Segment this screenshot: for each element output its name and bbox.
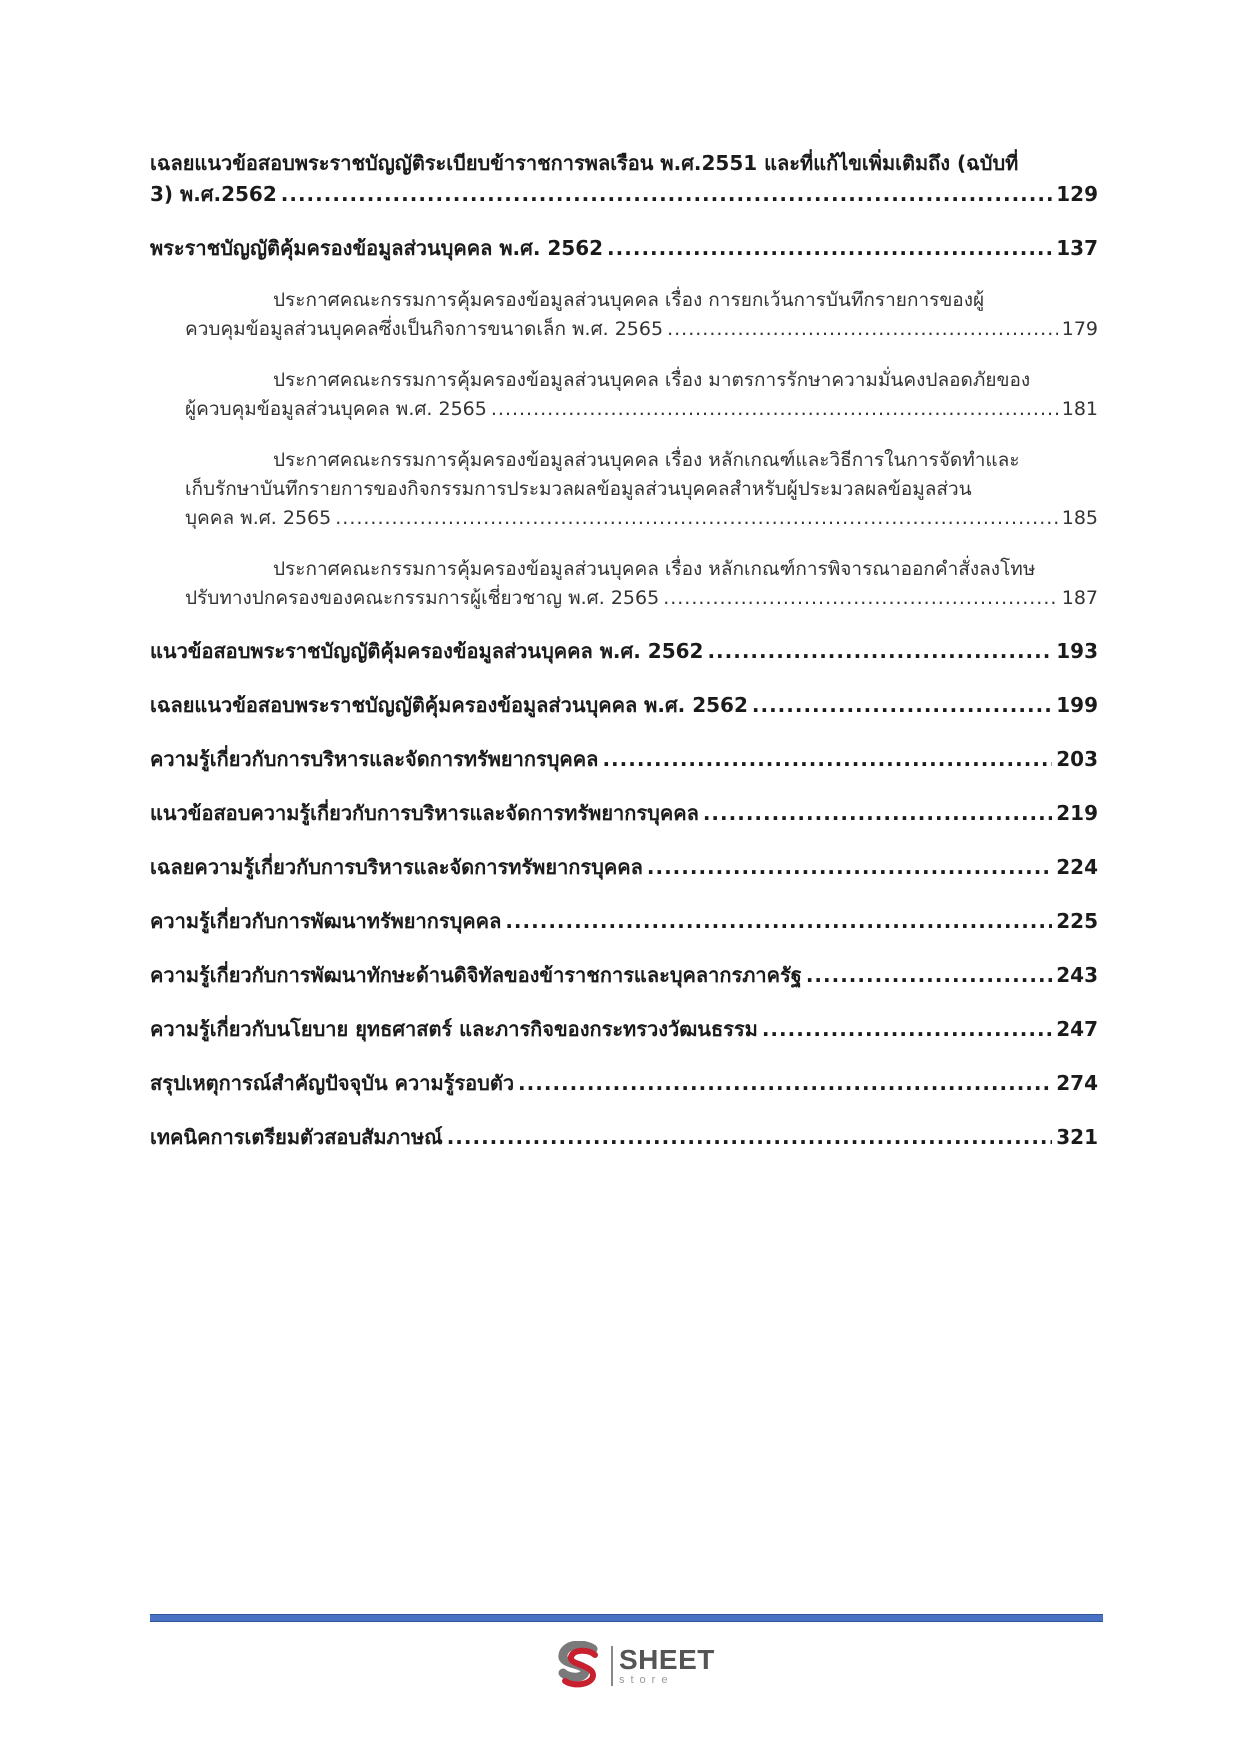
toc-entry-line: ประกาศคณะกรรมการคุ้มครองข้อมูลส่วนบุคคล เรื่อง มาตรการรักษาความมั่นคงปลอดภัยของ	[273, 369, 1031, 391]
toc-entry-line: ประกาศคณะกรรมการคุ้มครองข้อมูลส่วนบุคคล เรื่อง การยกเว้นการบันทึกรายการของผู้	[273, 289, 985, 311]
toc-entry[interactable]	[150, 636, 1098, 667]
toc-page-number: 225	[1056, 909, 1098, 933]
toc-leader-dots	[663, 584, 1058, 613]
toc-leader-dots	[667, 315, 1058, 344]
toc-entry-title: ผู้ควบคุมข้อมูลส่วนบุคคล พ.ศ. 2565	[185, 398, 487, 420]
toc-page-number: 185	[1061, 507, 1098, 529]
toc-entry-line: ประกาศคณะกรรมการคุ้มครองข้อมูลส่วนบุคคล เรื่อง หลักเกณฑ์การพิจารณาออกคำสั่งลงโทษ	[273, 558, 1036, 580]
toc-entry-title: ควบคุมข้อมูลส่วนบุคคลซึ่งเป็นกิจการขนาดเล็ก พ.ศ. 2565	[185, 318, 664, 340]
toc-entry[interactable]	[150, 233, 1098, 264]
sheet-s-logo-icon	[555, 1641, 603, 1691]
footer-rule	[150, 1614, 1103, 1622]
toc-entry[interactable]	[150, 1068, 1098, 1099]
toc-entry-title: 3) พ.ศ.2562	[150, 182, 277, 206]
toc-leader-dots	[752, 690, 1052, 721]
toc-entry[interactable]	[150, 366, 1098, 424]
toc-leader-dots	[447, 1122, 1053, 1153]
toc-page-number: 129	[1056, 182, 1098, 206]
toc-entry-title: ความรู้เกี่ยวกับการพัฒนาทักษะด้านดิจิทัลของข้าราชการและบุคลากรภาครัฐ	[150, 963, 802, 987]
toc-page-number: 243	[1056, 963, 1098, 987]
toc-entry-title: พระราชบัญญัติคุ้มครองข้อมูลส่วนบุคคล พ.ศ. 2562	[150, 236, 604, 260]
toc-leader-dots	[707, 636, 1052, 667]
toc-page-number: 181	[1061, 398, 1098, 420]
sheet-store-logo	[555, 1640, 715, 1692]
toc-page-number: 247	[1056, 1017, 1098, 1041]
toc-entry[interactable]	[150, 555, 1098, 613]
toc-page-number: 193	[1056, 639, 1098, 663]
toc-page-number: 274	[1056, 1071, 1098, 1095]
logo-separator	[611, 1646, 613, 1686]
toc-entry[interactable]	[150, 286, 1098, 344]
toc-entry-title: เฉลยความรู้เกี่ยวกับการบริหารและจัดการทรัพยากรบุคคล	[150, 855, 643, 879]
toc-leader-dots	[607, 233, 1052, 264]
toc-entry[interactable]	[150, 960, 1098, 991]
toc-leader-dots	[703, 798, 1052, 829]
toc-entry-title: สรุปเหตุการณ์สำคัญปัจจุบัน ความรู้รอบตัว	[150, 1071, 515, 1095]
toc-entry-title: เฉลยแนวข้อสอบพระราชบัญญัติคุ้มครองข้อมูลส่วนบุคคล พ.ศ. 2562	[150, 693, 748, 717]
toc-entry[interactable]	[150, 798, 1098, 829]
toc-leader-dots	[518, 1068, 1052, 1099]
toc-entry[interactable]	[150, 744, 1098, 775]
toc-entry-title: เทคนิคการเตรียมตัวสอบสัมภาษณ์	[150, 1125, 443, 1149]
toc-leader-dots	[806, 960, 1052, 991]
toc-entry-line: เฉลยแนวข้อสอบพระราชบัญญัติระเบียบข้าราชการพลเรือน พ.ศ.2551 และที่แก้ไขเพิ่มเติมถึง (ฉบับที่	[150, 151, 1019, 175]
toc-entry[interactable]	[150, 906, 1098, 937]
toc-entry-title: ความรู้เกี่ยวกับการบริหารและจัดการทรัพยากรบุคคล	[150, 747, 599, 771]
toc-page-number: 199	[1056, 693, 1098, 717]
toc-entry-title: ความรู้เกี่ยวกับการพัฒนาทรัพยากรบุคคล	[150, 909, 502, 933]
toc-leader-dots	[762, 1014, 1052, 1045]
toc-page-number: 219	[1056, 801, 1098, 825]
toc-entry-title: ปรับทางปกครองของคณะกรรมการผู้เชี่ยวชาญ พ.ศ. 2565	[185, 587, 660, 609]
toc-entry-title: บุคคล พ.ศ. 2565	[185, 507, 332, 529]
toc-leader-dots	[647, 852, 1052, 883]
toc-entry-title: แนวข้อสอบพระราชบัญญัติคุ้มครองข้อมูลส่วนบุคคล พ.ศ. 2562	[150, 639, 704, 663]
toc-page-number: 224	[1056, 855, 1098, 879]
toc-entry[interactable]	[150, 852, 1098, 883]
toc-entry[interactable]	[150, 446, 1098, 533]
toc-entry-line: ประกาศคณะกรรมการคุ้มครองข้อมูลส่วนบุคคล เรื่อง หลักเกณฑ์และวิธีการในการจัดทำและ	[273, 449, 1020, 471]
toc-leader-dots	[602, 744, 1052, 775]
toc-page-number: 179	[1061, 318, 1098, 340]
toc-page-number: 321	[1056, 1125, 1098, 1149]
toc-leader-dots	[505, 906, 1052, 937]
toc-leader-dots	[281, 179, 1052, 210]
toc-entry-title: แนวข้อสอบความรู้เกี่ยวกับการบริหารและจัดการทรัพยากรบุคคล	[150, 801, 699, 825]
logo-wordmark	[619, 1646, 715, 1686]
toc-entry-line: เก็บรักษาบันทึกรายการของกิจกรรมการประมวลผลข้อมูลส่วนบุคคลสำหรับผู้ประมวลผลข้อมูลส่วน	[185, 478, 972, 500]
logo-brand-sub: store	[619, 1674, 674, 1686]
toc-leader-dots	[335, 504, 1058, 533]
toc-page-number: 203	[1056, 747, 1098, 771]
toc-entry[interactable]	[150, 1014, 1098, 1045]
toc-entry[interactable]	[150, 148, 1098, 210]
toc-page-number: 137	[1056, 236, 1098, 260]
toc-page-number: 187	[1061, 587, 1098, 609]
table-of-contents	[150, 148, 1098, 1153]
logo-brand-word: SHEET	[619, 1644, 715, 1675]
toc-leader-dots	[491, 395, 1058, 424]
toc-entry[interactable]	[150, 1122, 1098, 1153]
toc-entry[interactable]	[150, 690, 1098, 721]
toc-entry-title: ความรู้เกี่ยวกับนโยบาย ยุทธศาสตร์ และภารกิจของกระทรวงวัฒนธรรม	[150, 1017, 758, 1041]
